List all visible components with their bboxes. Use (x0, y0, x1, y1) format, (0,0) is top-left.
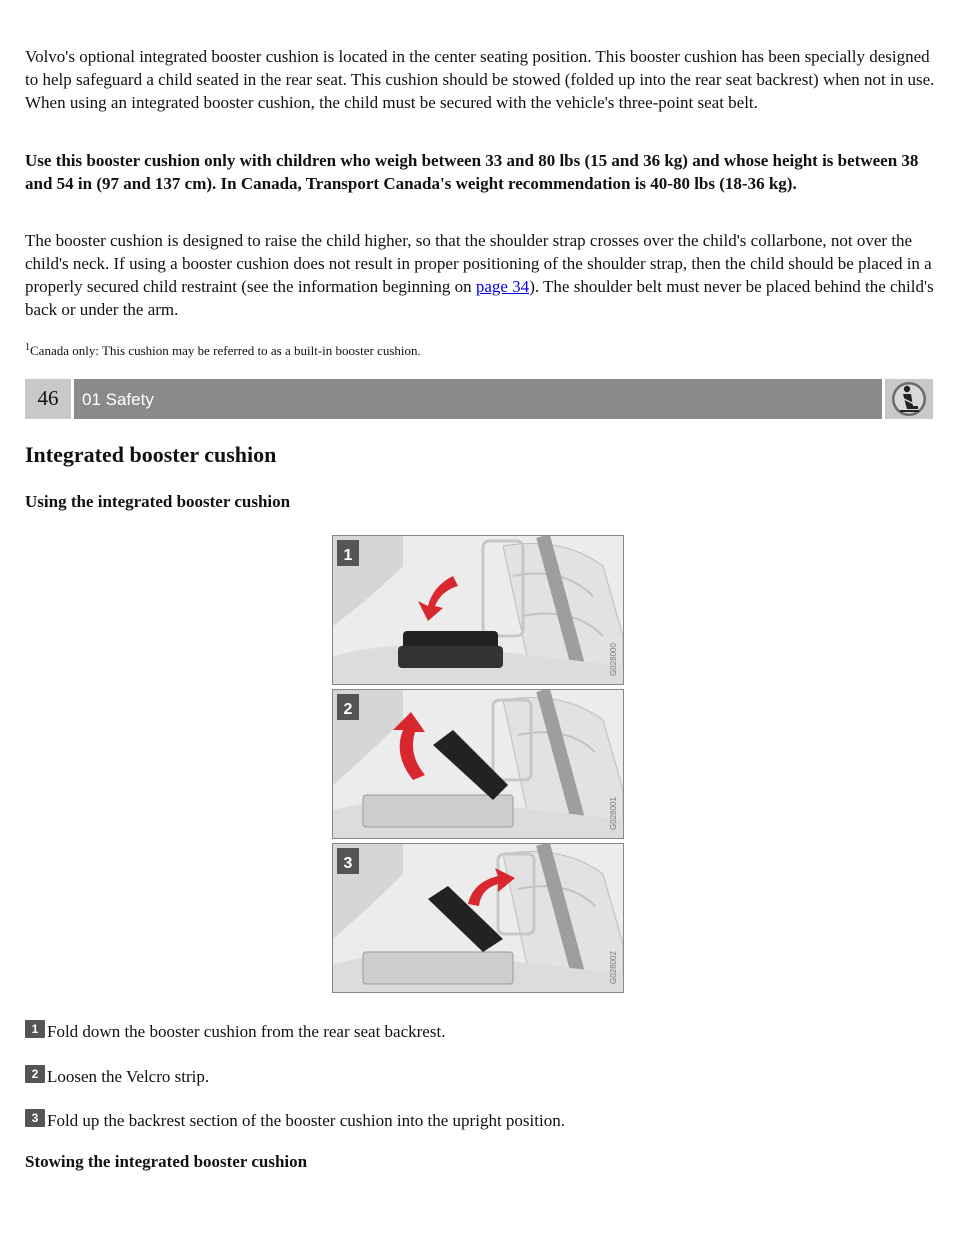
figure-1 (332, 535, 624, 685)
step-2 (25, 1065, 209, 1088)
child-seat-icon (885, 379, 933, 419)
chapter-title: 01 Safety (74, 379, 882, 419)
positioning-paragraph (25, 229, 937, 321)
figure-1-code: G028000 (609, 643, 618, 676)
figure-1-label: 1 (343, 547, 353, 564)
page-number: 46 (25, 379, 71, 419)
footnote-text: Canada only: This cushion may be referred to as a built-in booster cushion. (30, 343, 421, 358)
footnote-mark: 1 (25, 342, 30, 353)
figure-3-code: G028002 (609, 951, 618, 984)
figure-2-code: G028001 (609, 797, 618, 830)
step-1 (25, 1020, 445, 1043)
positioning-text-end: ). The shoulder belt must never be placed behind the child's back or under the arm. (25, 277, 934, 319)
positioning-text-start: The booster cushion is designed to raise the child higher, so that the shoulder strap crosses over the child's collarbone, not over the child's neck. If using a booster cushion does not result in proper positioning of the shoulder strap, then the child should be placed in a properly secured child restraint (see the information beginning on (25, 231, 932, 296)
footnote (25, 339, 421, 360)
subheading-using: Using the integrated booster cushion (25, 492, 291, 511)
page-34-link[interactable]: page 34 (475, 277, 530, 296)
section-heading: Integrated booster cushion (25, 442, 277, 467)
step-2-badge: 2 (25, 1065, 45, 1083)
step-1-text: Fold down the booster cushion from the rear seat backrest. (47, 1022, 446, 1041)
step-3-text: Fold up the backrest section of the booster cushion into the upright position. (47, 1111, 565, 1130)
step-2-text: Loosen the Velcro strip. (47, 1067, 210, 1086)
figure-3 (332, 843, 624, 993)
intro-paragraph: Volvo's optional integrated booster cushion is located in the center seating position. This booster cushion has been specially designed to help safeguard a child seated in the rear seat. This cushion should be stowed (folded up into the rear seat backrest) when not in use. When using an integrated booster cushion, the child must be secured with the vehicle's three-point seat belt. (25, 47, 935, 112)
figure-2-label: 2 (343, 701, 353, 718)
weight-height-warning: Use this booster cushion only with children who weigh between 33 and 80 lbs (15 and 36 kg) and whose height is between 38 and 54 in (97 and 137 cm). In Canada, Transport Canada's weight recommendation is 40-80 lbs (18-36 kg). (25, 151, 919, 193)
step-1-badge: 1 (25, 1020, 45, 1038)
section-header-bar (25, 379, 933, 419)
step-3-badge: 3 (25, 1109, 45, 1127)
step-3 (25, 1109, 565, 1132)
figure-3-label: 3 (343, 855, 353, 872)
subheading-stowing: Stowing the integrated booster cushion (25, 1152, 308, 1171)
figure-2 (332, 689, 624, 839)
